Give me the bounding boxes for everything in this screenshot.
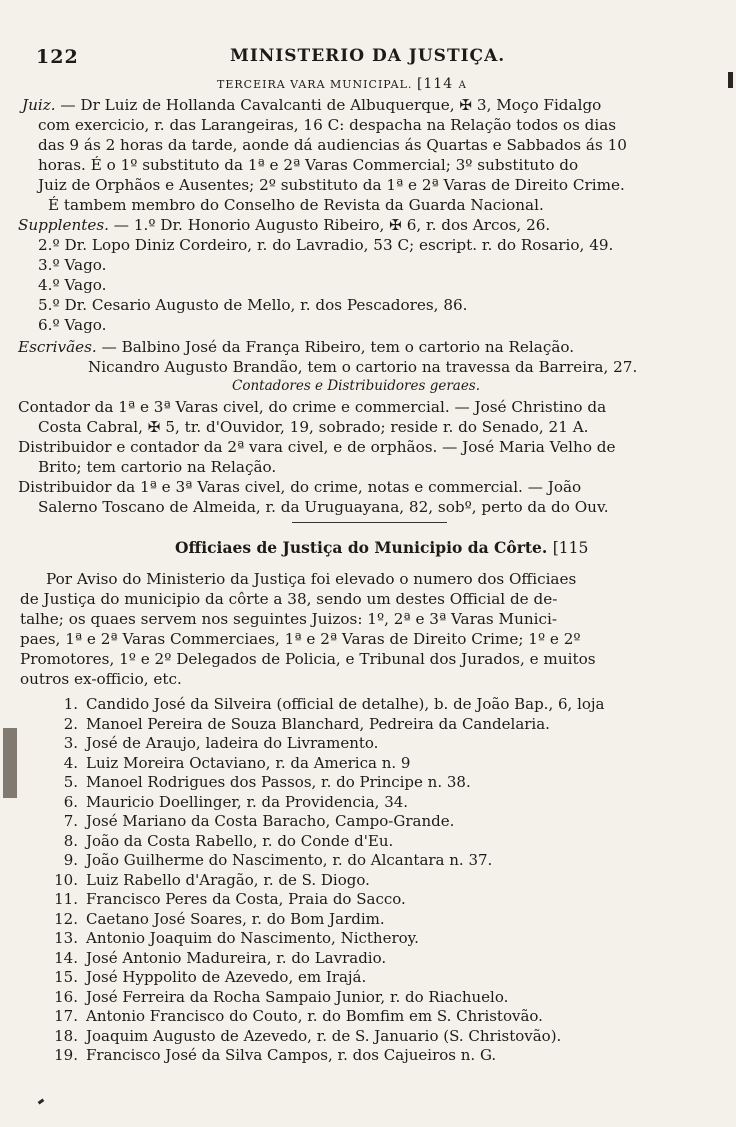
list-item-text: Candido José da Silveira (official de detalhe), b. de João Bap., 6, loja bbox=[86, 695, 605, 713]
paragraph-line: outros ex-officio, etc. bbox=[20, 670, 182, 688]
list-item-number: 7. bbox=[63, 812, 78, 830]
list-item-number: 6. bbox=[63, 792, 78, 811]
text-line: Brito; tem cartorio na Relação. bbox=[38, 458, 277, 476]
list-item-text: Francisco Peres da Costa, Praia do Sacco. bbox=[86, 890, 406, 908]
page-number: 122 bbox=[36, 46, 79, 68]
text-line: Supplentes. — 1.º Dr. Honorio Augusto Ribeiro, ✠ 6, r. dos Arcos, 26. bbox=[18, 216, 551, 234]
text-line: 3.º Vago. bbox=[38, 256, 107, 274]
list-item-text: José Antonio Madureira, r. do Lavradio. bbox=[86, 948, 387, 967]
text-line: 5.º Dr. Cesario Augusto de Mello, r. dos Pescadores, 86. bbox=[38, 296, 468, 314]
text-line: Costa Cabral, ✠ 5, tr. d'Ouvidor, 19, sobrado; reside r. do Senado, 21 A. bbox=[38, 418, 589, 436]
list-item bbox=[50, 754, 410, 773]
list-item-number: 1. bbox=[63, 695, 78, 713]
role-label: Supplentes. bbox=[18, 216, 109, 234]
list-item-text: Caetano José Soares, r. do Bom Jardim. bbox=[86, 909, 385, 928]
paragraph-line: Promotores, 1º e 2º Delegados de Policia, e Tribunal dos Jurados, e muitos bbox=[20, 650, 596, 668]
list-item-number: 2. bbox=[63, 714, 78, 733]
list-item bbox=[50, 929, 419, 948]
list-item bbox=[50, 871, 370, 890]
text-line: Juiz de Orphãos e Ausentes; 2º substituto da 1ª e 2ª Varas de Direito Crime. bbox=[38, 176, 625, 194]
list-item-number: 11. bbox=[54, 890, 78, 908]
text-line: Juiz. — Dr Luiz de Hollanda Cavalcanti de Albuquerque, ✠ 3, Moço Fidalgo bbox=[22, 96, 602, 114]
list-item-text: Antonio Francisco do Couto, r. do Bomfim em S. Christovão. bbox=[86, 1007, 543, 1025]
list-item-number: 10. bbox=[54, 870, 78, 889]
text-line: Distribuidor da 1ª e 3ª Varas civel, do crime, notas e commercial. — João bbox=[18, 478, 582, 496]
list-item-number: 12. bbox=[54, 909, 78, 928]
list-item-text: Luiz Moreira Octaviano, r. da America n. 9 bbox=[86, 753, 411, 772]
list-item-number: 14. bbox=[54, 948, 78, 967]
text-line: das 9 ás 2 horas da tarde, aonde dá audiencias ás Quartas e Sabbados ás 10 bbox=[38, 136, 627, 154]
list-item bbox=[50, 851, 492, 870]
list-item bbox=[50, 715, 550, 734]
subheading-text: TERCEIRA VARA MUNICIPAL. bbox=[217, 78, 413, 91]
text-line: 2.º Dr. Lopo Diniz Cordeiro, r. do Lavradio, 53 C; escript. r. do Rosario, 49. bbox=[38, 236, 614, 254]
list-item-number: 3. bbox=[63, 734, 78, 752]
margin-smudge bbox=[3, 728, 17, 798]
list-item-number: 18. bbox=[54, 1026, 78, 1045]
list-item-number: 9. bbox=[63, 851, 78, 869]
subsection-heading: Contadores e Distribuidores geraes. bbox=[232, 378, 481, 394]
list-item-number: 15. bbox=[54, 968, 78, 986]
list-item-number: 5. bbox=[63, 773, 78, 791]
list-item bbox=[50, 832, 393, 851]
list-item-text: Joaquim Augusto de Azevedo, r. de S. Januario (S. Christovão). bbox=[86, 1026, 562, 1045]
subheading-ref: [114 a bbox=[416, 76, 467, 92]
list-item bbox=[50, 910, 385, 929]
list-item bbox=[50, 812, 454, 831]
section-title bbox=[175, 538, 588, 557]
list-item-number: 17. bbox=[54, 1007, 78, 1025]
text-line: horas. É o 1º substituto da 1ª e 2ª Varas Commercial; 3º substituto do bbox=[38, 156, 579, 174]
text-line: Nicandro Augusto Brandão, tem o cartorio na travessa da Barreira, 27. bbox=[88, 358, 638, 376]
paragraph-line: paes, 1ª e 2ª Varas Commerciaes, 1ª e 2ª Varas de Direito Crime; 1º e 2º bbox=[20, 630, 581, 648]
list-item-text: Luiz Rabello d'Aragão, r. de S. Diogo. bbox=[86, 870, 370, 889]
text-line: Distribuidor e contador da 2ª vara civel, e de orphãos. — José Maria Velho de bbox=[18, 438, 616, 456]
list-item bbox=[50, 773, 471, 792]
list-item-text: José Hyppolito de Azevedo, em Irajá. bbox=[86, 968, 367, 986]
list-item bbox=[50, 988, 508, 1007]
paragraph-line: talhe; os quaes servem nos seguintes Juizos: 1º, 2ª e 3ª Varas Munici- bbox=[20, 610, 558, 628]
list-item-text: José Ferreira da Rocha Sampaio Junior, r. do Riachuelo. bbox=[86, 987, 509, 1006]
divider bbox=[292, 522, 447, 523]
text-line: Escrivães. — Balbino José da França Ribeiro, tem o cartorio na Relação. bbox=[18, 338, 575, 356]
list-item-text: Mauricio Doellinger, r. da Providencia, 34. bbox=[86, 792, 409, 811]
paragraph-line: de Justiça do municipio da côrte a 38, sendo um destes Official de de- bbox=[20, 590, 558, 608]
text-line: Salerno Toscano de Almeida, r. da Uruguayana, 82, sobº, perto da do Ouv. bbox=[38, 498, 609, 516]
list-item-text: Antonio Joaquim do Nascimento, Nictheroy. bbox=[86, 929, 419, 947]
role-label: Juiz. bbox=[22, 96, 56, 114]
list-item-text: José Mariano da Costa Baracho, Campo-Grande. bbox=[86, 812, 455, 830]
list-item-text: Manoel Pereira de Souza Blanchard, Pedreira da Candelaria. bbox=[86, 714, 550, 733]
list-item-text: João Guilherme do Nascimento, r. do Alcantara n. 37. bbox=[86, 851, 493, 869]
list-item bbox=[50, 1046, 496, 1065]
text-line: Contador da 1ª e 3ª Varas civel, do crime e commercial. — José Christino da bbox=[18, 398, 607, 416]
section-title-text: Officiaes de Justiça do Municipio da Côrte. bbox=[175, 538, 548, 557]
running-title: MINISTERIO DA JUSTIÇA. bbox=[230, 46, 506, 66]
list-item bbox=[50, 793, 408, 812]
list-item-number: 16. bbox=[54, 987, 78, 1006]
list-item-text: Manoel Rodrigues dos Passos, r. do Principe n. 38. bbox=[86, 773, 471, 791]
list-item-number: 13. bbox=[54, 929, 78, 947]
paragraph-line: Por Aviso do Ministerio da Justiça foi elevado o numero dos Officiaes bbox=[46, 570, 577, 588]
list-item bbox=[50, 734, 378, 753]
text-line: 4.º Vago. bbox=[38, 276, 107, 294]
list-item bbox=[50, 1027, 561, 1046]
list-item bbox=[50, 968, 366, 987]
list-item bbox=[50, 949, 386, 968]
list-item bbox=[50, 890, 406, 909]
subheading bbox=[217, 76, 467, 92]
list-item-text: João da Costa Rabello, r. do Conde d'Eu. bbox=[86, 831, 394, 850]
list-item-number: 8. bbox=[63, 831, 78, 850]
list-item-number: 19. bbox=[54, 1046, 78, 1064]
list-item bbox=[50, 695, 605, 714]
list-item-text: Francisco José da Silva Campos, r. dos Cajueiros n. G. bbox=[86, 1046, 497, 1064]
text-line: com exercicio, r. das Larangeiras, 16 C: despacha na Relação todos os dias bbox=[38, 116, 617, 134]
list-item-number: 4. bbox=[63, 753, 78, 772]
margin-mark bbox=[728, 72, 733, 88]
text-line: 6.º Vago. bbox=[38, 316, 107, 334]
text-line: É tambem membro do Conselho de Revista da Guarda Nacional. bbox=[48, 196, 544, 214]
ink-speck bbox=[38, 1099, 45, 1105]
list-item bbox=[50, 1007, 543, 1026]
section-ref: [115 bbox=[552, 539, 589, 557]
role-label: Escrivães. bbox=[18, 338, 97, 356]
list-item-text: José de Araujo, ladeira do Livramento. bbox=[86, 734, 379, 752]
